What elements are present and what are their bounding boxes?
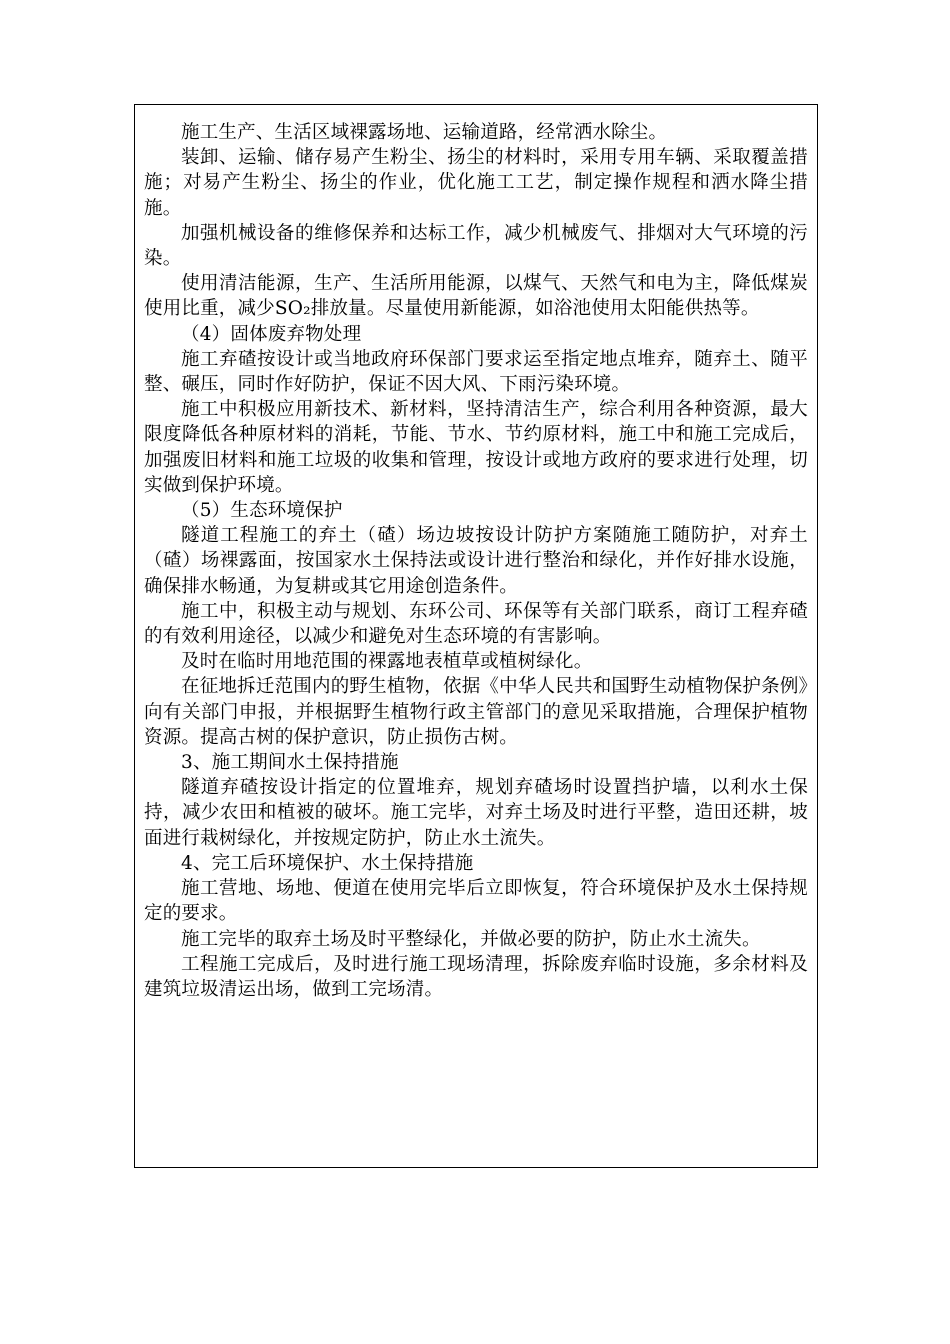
paragraph-spoil-slope: 隧道工程施工的弃土（碴）场边坡按设计防护方案随施工随防护，对弃土（碴）场裸露面，按国家水土保持法或设计进行整治和绿化，并作好排水设施，确保排水畅通，为复耕或其它用途创造条件。 — [144, 525, 808, 597]
heading-post-completion: 4、完工后环境保护、水土保持措施 — [181, 852, 474, 874]
heading-solid-waste: （4）固体废弃物处理 — [181, 323, 362, 345]
paragraph-machinery-maintenance: 加强机械设备的维修保养和达标工作，减少机械废气、排烟对大气环境的污染。 — [144, 222, 808, 270]
paragraph-clean-production: 施工中积极应用新技术、新材料，坚持清洁生产，综合利用各种资源，最大限度降低各种原材料的消耗，节能、节水、节约原材料，施工中和施工完成后，加强废旧材料和施工垃圾的收集和管理，按设计或地方政府的要求进行处理，切实做到保护环境。 — [144, 399, 808, 496]
heading-soil-conservation: 3、施工期间水土保持措施 — [181, 752, 399, 774]
paragraph-waste-disposal: 施工弃碴按设计或当地政府环保部门要求运至指定地点堆弃，随弃土、随平整、碾压，同时作好防护，保证不因大风、下雨污染环境。 — [144, 348, 808, 396]
paragraph-greening: 及时在临时用地范围的裸露地表植草或植树绿化。 — [181, 651, 593, 673]
paragraph-wild-plants: 在征地拆迁范围内的野生植物，依据《中华人民共和国野生动植物保护条例》向有关部门申报，并根据野生植物行政主管部门的意见采取措施，合理保护植物资源。提高古树的保护意识，防止损伤古树。 — [144, 676, 808, 748]
document-body — [144, 120, 808, 1002]
heading-ecology: （5）生态环境保护 — [181, 500, 343, 522]
paragraph-borrow-pit: 施工完毕的取弃土场及时平整绿化，并做必要的防护，防止水土流失。 — [181, 928, 761, 950]
paragraph-site-restoration: 施工营地、场地、便道在使用完毕后立即恢复，符合环境保护及水土保持规定的要求。 — [144, 878, 808, 925]
paragraph-cleanup: 工程施工完成后，及时进行施工现场清理，拆除废弃临时设施，多余材料及建筑垃圾清运出场，做到工完场清。 — [144, 953, 808, 1000]
paragraph-liaison: 施工中，积极主动与规划、东环公司、环保等有关部门联系，商订工程弃碴的有效利用途径，以减少和避免对生态环境的有害影响。 — [144, 600, 808, 648]
paragraph-dust-control: 施工生产、生活区域裸露场地、运输道路，经常洒水除尘。 — [181, 122, 668, 143]
paragraph-clean-energy: 使用清洁能源，生产、生活所用能源，以煤气、天然气和电为主，降低煤炭使用比重，减少SO₂排放量。尽量使用新能源，如浴池使用太阳能供热等。 — [144, 273, 808, 320]
paragraph-material-transport: 装卸、运输、储存易产生粉尘、扬尘的材料时，采用专用车辆、采取覆盖措施；对易产生粉尘、扬尘的作业，优化施工工艺，制定操作规程和洒水降尘措施。 — [144, 147, 808, 219]
paragraph-spoil-site: 隧道弃碴按设计指定的位置堆弃，规划弃碴场时设置挡护墙，以利水土保持，减少农田和植被的破坏。施工完毕，对弃土场及时进行平整，造田还耕，坡面进行栽树绿化，并按规定防护，防止水土流失。 — [144, 777, 808, 849]
